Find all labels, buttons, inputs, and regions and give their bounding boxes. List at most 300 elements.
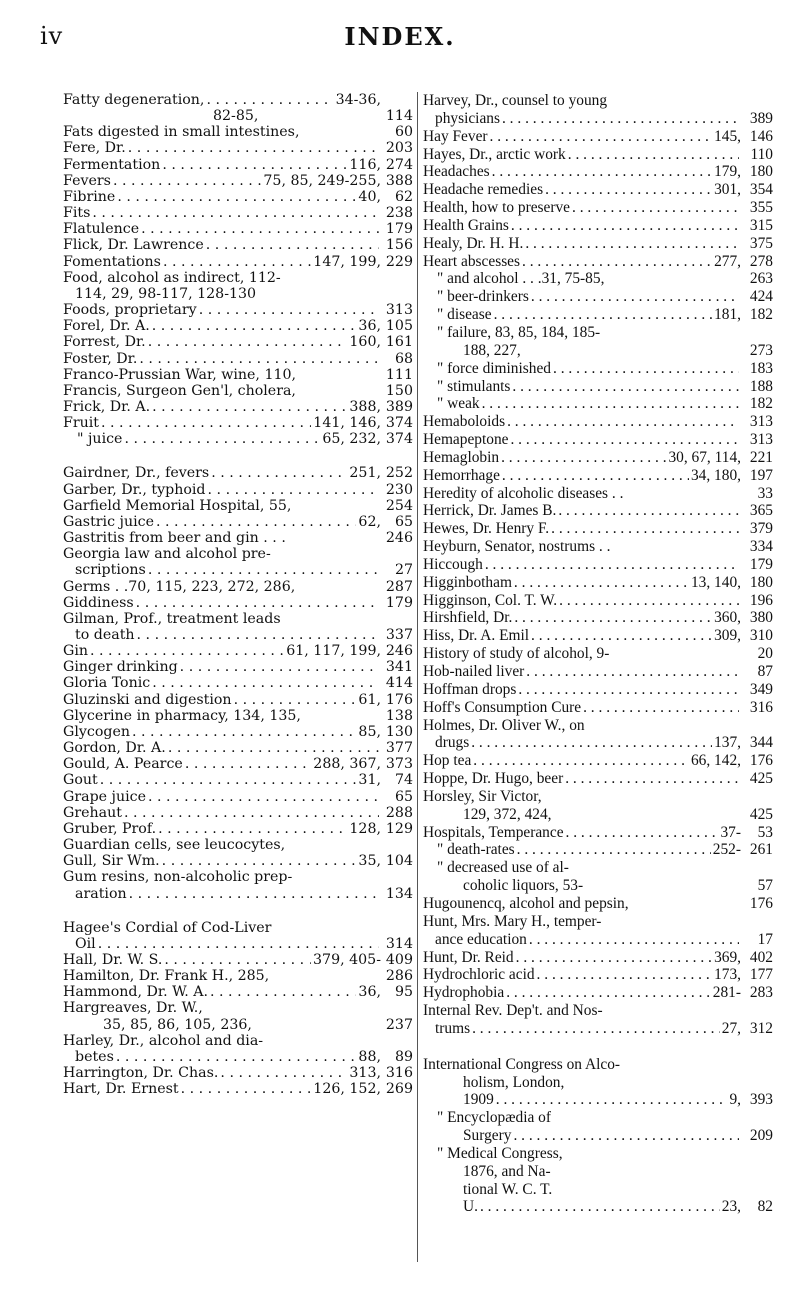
leader-dots	[92, 205, 379, 221]
entry-page: 27	[394, 562, 413, 579]
spacer	[552, 806, 742, 824]
spacer	[563, 1145, 741, 1163]
entry-refs: 116,	[349, 156, 381, 173]
leader-dots	[148, 334, 348, 350]
index-entry	[423, 1056, 773, 1092]
entry-page: 65	[394, 788, 413, 805]
entry-refs: 66, 142,	[690, 752, 741, 770]
index-entry	[423, 288, 773, 306]
entry-refs: 160,	[349, 334, 381, 351]
entry-term: Heart abscesses	[423, 252, 521, 270]
index-entry	[63, 1081, 413, 1097]
entry-line	[423, 859, 773, 877]
entry-page: 74	[394, 772, 413, 789]
entry-page: 229	[385, 253, 413, 270]
leader-dots	[517, 841, 711, 859]
index-entry	[63, 1000, 413, 1032]
entry-term: Health Grains	[423, 216, 509, 234]
leader-dots	[502, 467, 689, 485]
entry-term: Harvey, Dr., counsel to young	[423, 92, 608, 109]
index-entry	[63, 546, 413, 578]
leader-dots	[485, 556, 739, 574]
entry-page: 62	[394, 188, 413, 205]
entry-line	[423, 717, 773, 735]
spacer	[203, 1000, 381, 1016]
leader-dots	[526, 663, 739, 681]
entry-page	[381, 286, 413, 302]
entry-term: Hall, Dr. W. S.	[63, 951, 163, 968]
leader-dots	[90, 643, 284, 659]
index-entry	[63, 869, 413, 901]
index-entry	[63, 853, 413, 869]
entry-page: 17	[757, 930, 773, 948]
spacer	[286, 530, 381, 546]
entry-term: Francis, Surgeon Gen'l, cholera,	[63, 382, 296, 399]
leader-dots	[162, 853, 357, 869]
entry-term: Flick, Dr. Lawrence	[63, 237, 204, 254]
entry-term: coholic liquors, 53-	[463, 877, 584, 895]
entry-term: " Medical Congress,	[437, 1144, 563, 1162]
entry-term: Hart, Dr. Ernest	[63, 1081, 179, 1098]
index-entry	[63, 789, 413, 805]
spacer	[296, 383, 381, 399]
entry-line	[423, 699, 773, 717]
entry-term: holism, London,	[463, 1073, 565, 1091]
entry-refs: 179,	[714, 163, 741, 181]
entry-line	[423, 235, 773, 253]
index-entry	[63, 805, 413, 821]
entry-term: Germs . .70, 115, 223, 272, 286,	[63, 578, 296, 595]
entry-refs: 61,	[358, 691, 381, 708]
entry-page: 182	[749, 395, 773, 413]
leader-dots	[506, 984, 711, 1002]
index-entry	[63, 595, 413, 611]
entry-term: Harley, Dr., alcohol and dia-	[63, 1032, 264, 1049]
entry-line	[63, 1065, 413, 1081]
index-entry	[63, 431, 413, 447]
entry-term: Gin	[63, 643, 89, 660]
index-entry	[63, 643, 413, 659]
entry-page	[381, 869, 413, 885]
entry-refs: 147, 199,	[313, 253, 381, 270]
entry-line	[423, 592, 773, 610]
entry-line	[63, 1049, 413, 1065]
index-entry	[423, 217, 773, 235]
entry-term: Garber, Dr., typhoid	[63, 481, 206, 498]
index-entry	[423, 788, 773, 824]
entry-term: " disease	[437, 306, 492, 324]
leader-dots	[496, 1091, 728, 1109]
entry-line	[63, 756, 413, 772]
entry-refs: 27,	[721, 1019, 741, 1037]
entry-line	[63, 431, 413, 447]
entry-page	[381, 92, 413, 108]
leader-dots	[152, 675, 379, 691]
entry-term: betes	[75, 1048, 114, 1065]
leader-dots	[531, 627, 712, 645]
entry-term: Ginger drinking	[63, 659, 178, 676]
entry-refs: 31,	[358, 772, 381, 789]
entry-refs: 141, 146,	[313, 415, 381, 432]
entry-term: Hoppe, Dr. Hugo, beer	[423, 770, 564, 788]
entry-page: 60	[394, 124, 413, 141]
entry-term: " Encyclopædia of	[437, 1109, 551, 1127]
spacer	[263, 1033, 381, 1049]
entry-term: U.	[463, 1198, 478, 1216]
entry-line	[63, 724, 413, 740]
entry-line	[63, 659, 413, 675]
entry-page: 230	[385, 481, 413, 498]
leader-dots	[529, 931, 739, 949]
index-entry	[423, 467, 773, 485]
entry-line	[423, 841, 773, 859]
entry-line	[423, 1198, 773, 1216]
entry-page: 287	[385, 578, 413, 595]
entry-page: 374	[385, 431, 413, 448]
entry-term: Hirshfield, Dr.	[423, 609, 513, 627]
spacer	[551, 1109, 741, 1127]
index-entry	[423, 556, 773, 574]
index-entry	[63, 383, 413, 399]
entry-term: Higginson, Col. T. W.	[423, 591, 558, 609]
leader-dots	[208, 482, 379, 498]
spacer	[552, 1181, 741, 1199]
entry-term: Food, alcohol as indirect, 112-	[63, 269, 281, 286]
index-column-right	[423, 92, 773, 1216]
entry-line	[423, 877, 773, 895]
index-entry	[423, 360, 773, 378]
leader-dots	[113, 173, 261, 189]
entry-refs: 369,	[714, 948, 741, 966]
entry-term: Fits	[63, 205, 91, 222]
entry-refs: 36,	[358, 318, 381, 335]
entry-page	[381, 920, 413, 936]
entry-page: 312	[749, 1019, 773, 1037]
entry-term: Fibrine	[63, 188, 116, 205]
index-entry	[423, 681, 773, 699]
entry-term: 188, 227,	[463, 341, 521, 359]
entry-term: Gruber, Prof.	[63, 820, 157, 837]
index-entry	[63, 367, 413, 383]
index-entry	[63, 579, 413, 595]
spacer	[609, 645, 741, 663]
entry-page: 150	[385, 382, 413, 399]
page-title: INDEX.	[344, 22, 456, 51]
entry-line	[63, 530, 413, 546]
entry-line	[423, 1091, 773, 1109]
leader-dots	[234, 692, 357, 708]
spacer	[542, 788, 741, 806]
leader-dots	[199, 302, 379, 318]
leader-dots	[551, 520, 739, 538]
entry-term: Fats digested in small intestines,	[63, 124, 300, 141]
index-entry	[63, 221, 413, 237]
index-entry	[63, 498, 413, 514]
entry-line	[423, 770, 773, 788]
entry-term: Headache remedies	[423, 181, 544, 199]
spacer	[603, 1002, 741, 1020]
leader-dots	[583, 699, 739, 717]
index-entry	[423, 913, 773, 949]
leader-dots	[512, 378, 739, 396]
entry-refs: 313,	[349, 1065, 381, 1082]
entry-page: 288	[385, 804, 413, 821]
entry-term: Gilman, Prof., treatment leads	[63, 610, 281, 627]
index-entry	[63, 237, 413, 253]
index-entry	[423, 824, 773, 842]
entry-line	[423, 1020, 773, 1038]
entry-page: 314	[385, 935, 413, 952]
entry-term: Health, how to preserve	[423, 199, 571, 217]
entry-refs: 301,	[714, 181, 741, 199]
entry-refs: 128,	[349, 820, 381, 837]
index-entry	[423, 699, 773, 717]
entry-line	[63, 189, 413, 205]
index-entry	[63, 351, 413, 367]
entry-page	[741, 913, 773, 931]
entry-term: scriptions	[75, 562, 146, 579]
leader-dots	[473, 752, 689, 770]
leader-dots	[137, 627, 379, 643]
entry-line	[423, 163, 773, 181]
entry-page: 138	[385, 707, 413, 724]
entry-line	[423, 574, 773, 592]
entry-refs: 379, 405-	[313, 951, 381, 968]
entry-line	[63, 124, 413, 140]
entry-page: 354	[749, 181, 773, 199]
index-entry	[423, 770, 773, 788]
entry-line	[423, 645, 773, 663]
entry-term: Gould, A. Pearce	[63, 756, 183, 773]
leader-dots	[572, 199, 739, 217]
entry-line	[63, 627, 413, 643]
entry-page: 313	[385, 302, 413, 319]
entry-page: 179	[749, 555, 773, 573]
entry-line	[423, 1109, 773, 1127]
entry-refs: 34-36,	[335, 92, 381, 108]
entry-page: 344	[749, 734, 773, 752]
entry-line	[63, 157, 413, 173]
leader-dots	[513, 1127, 739, 1145]
entry-line	[423, 502, 773, 520]
leader-dots	[507, 413, 739, 431]
entry-line	[63, 692, 413, 708]
entry-term: Hop tea	[423, 752, 472, 770]
entry-term: Garfield Memorial Hospital, 55,	[63, 497, 292, 514]
entry-page: 105	[385, 318, 413, 335]
entry-line	[63, 465, 413, 481]
leader-dots	[537, 966, 713, 984]
entry-term: " stimulants	[437, 377, 511, 395]
entry-page: 161	[385, 334, 413, 351]
index-entry	[63, 173, 413, 189]
section-gap	[63, 902, 413, 920]
entry-line	[63, 482, 413, 498]
leader-dots	[148, 562, 379, 578]
entry-term: Surgery	[463, 1127, 512, 1145]
index-entry	[63, 514, 413, 530]
entry-term: Healy, Dr. H. H.	[423, 234, 524, 252]
index-entry	[63, 1065, 413, 1081]
leader-dots	[565, 770, 739, 788]
spacer	[585, 717, 741, 735]
leader-dots	[531, 288, 739, 306]
entry-page	[741, 1163, 773, 1181]
entry-page: 104	[385, 853, 413, 870]
entry-term: physicians	[435, 109, 500, 127]
index-entry	[423, 199, 773, 217]
entry-refs: 35,	[358, 853, 381, 870]
entry-term: Hamilton, Dr. Frank H., 285,	[63, 968, 270, 985]
entry-line	[63, 936, 413, 952]
entry-line	[423, 306, 773, 324]
entry-line	[63, 869, 413, 885]
index-entry	[423, 449, 773, 467]
entry-page	[741, 1181, 773, 1199]
entry-page: 365	[749, 502, 773, 520]
entry-page: 203	[385, 140, 413, 157]
entry-page: 286	[385, 968, 413, 985]
entry-line	[63, 789, 413, 805]
entry-line	[423, 1127, 773, 1145]
leader-dots	[206, 92, 333, 108]
entry-page: 414	[385, 675, 413, 692]
entry-page	[741, 1109, 773, 1127]
index-entry	[63, 611, 413, 643]
entry-term: Hargreaves, Dr. W.,	[63, 1000, 203, 1017]
entry-line	[423, 966, 773, 984]
entry-page: 246	[385, 530, 413, 547]
leader-dots	[129, 886, 379, 902]
entry-term: 1876, and Na-	[463, 1162, 551, 1180]
entry-line	[63, 270, 413, 286]
entry-term: Hunt, Mrs. Mary H., temper-	[423, 912, 602, 930]
spacer	[620, 1056, 741, 1074]
entry-term: " and alcohol . . .31, 75-85,	[437, 270, 605, 288]
index-entry	[423, 181, 773, 199]
index-entry	[63, 318, 413, 334]
entry-line	[63, 772, 413, 788]
entry-line	[423, 931, 773, 949]
entry-page: 261	[749, 841, 773, 859]
leader-dots	[211, 465, 347, 481]
entry-page: 177	[749, 966, 773, 984]
entry-page: 425	[749, 805, 773, 823]
entry-page: 87	[757, 663, 773, 680]
leader-dots	[128, 140, 379, 156]
entry-term: Forel, Dr. A.	[63, 318, 150, 335]
entry-page	[381, 1000, 413, 1016]
index-entry	[63, 415, 413, 431]
index-entry	[423, 502, 773, 520]
entry-refs: 9,	[729, 1091, 741, 1109]
spacer	[296, 367, 381, 383]
index-entry	[63, 772, 413, 788]
leader-dots	[518, 681, 739, 699]
entry-page: 355	[749, 199, 773, 217]
entry-line	[63, 286, 413, 302]
leader-dots	[180, 659, 379, 675]
entry-page: 53	[757, 823, 773, 841]
entry-page: 388	[385, 172, 413, 189]
entry-term: Hayes, Dr., arctic work	[423, 145, 566, 163]
index-entry	[63, 675, 413, 691]
entry-line	[423, 181, 773, 199]
index-entry	[63, 952, 413, 968]
index-entry	[63, 157, 413, 173]
entry-term: Forrest, Dr.	[63, 334, 146, 351]
entry-line	[63, 318, 413, 334]
spacer	[551, 1163, 741, 1181]
entry-line	[423, 1056, 773, 1074]
entry-term: International Congress on Alco-	[423, 1055, 621, 1073]
entry-line	[423, 949, 773, 967]
entry-term: Grehaut	[63, 804, 122, 821]
entry-page	[381, 837, 413, 853]
entry-term: Hammond, Dr. W. A.	[63, 984, 209, 1001]
entry-page: 316	[749, 698, 773, 716]
entry-line	[423, 92, 773, 110]
index-entry	[63, 968, 413, 984]
entry-line	[63, 173, 413, 189]
entry-line	[63, 886, 413, 902]
entry-term: Giddiness	[63, 594, 134, 611]
index-entry	[63, 302, 413, 318]
entry-line	[63, 415, 413, 431]
index-entry	[423, 663, 773, 681]
entry-page: 374	[385, 415, 413, 432]
entry-page: 176	[385, 691, 413, 708]
entry-line	[423, 467, 773, 485]
entry-page: 273	[749, 341, 773, 359]
entry-page: 389	[749, 109, 773, 127]
entry-term: 114, 29, 98-117, 128-130	[75, 285, 257, 302]
index-entry	[63, 334, 413, 350]
leader-dots	[480, 1198, 720, 1216]
entry-term: to death	[75, 627, 135, 643]
entry-refs: 40,	[358, 188, 381, 205]
leader-dots	[510, 431, 739, 449]
entry-page: 252	[385, 465, 413, 482]
entry-refs: 252-	[712, 841, 741, 859]
entry-line	[63, 952, 413, 968]
column-divider	[417, 92, 418, 1262]
entry-term: Gloria Tonic	[63, 675, 151, 692]
entry-line	[423, 913, 773, 931]
entry-term: Headaches	[423, 163, 490, 181]
index-entry	[63, 708, 413, 724]
entry-page	[741, 1145, 773, 1163]
index-entry	[63, 821, 413, 837]
leader-dots	[522, 253, 712, 271]
entry-refs: 75, 85, 249-255,	[263, 172, 381, 189]
index-entry	[63, 254, 413, 270]
entry-line	[63, 708, 413, 724]
entry-line	[423, 110, 773, 128]
entry-line	[423, 1163, 773, 1181]
entry-page: 337	[385, 627, 413, 643]
entry-refs: 88,	[358, 1048, 381, 1065]
entry-term: Herrick, Dr. James B.	[423, 502, 557, 520]
entry-line	[423, 538, 773, 556]
entry-page: 254	[385, 497, 413, 514]
entry-page: 393	[749, 1091, 773, 1109]
leader-dots	[511, 217, 739, 235]
entry-page: 188	[749, 377, 773, 395]
entry-refs: 13, 140,	[690, 573, 741, 591]
index-entry	[63, 92, 413, 124]
leader-dots	[124, 431, 320, 447]
